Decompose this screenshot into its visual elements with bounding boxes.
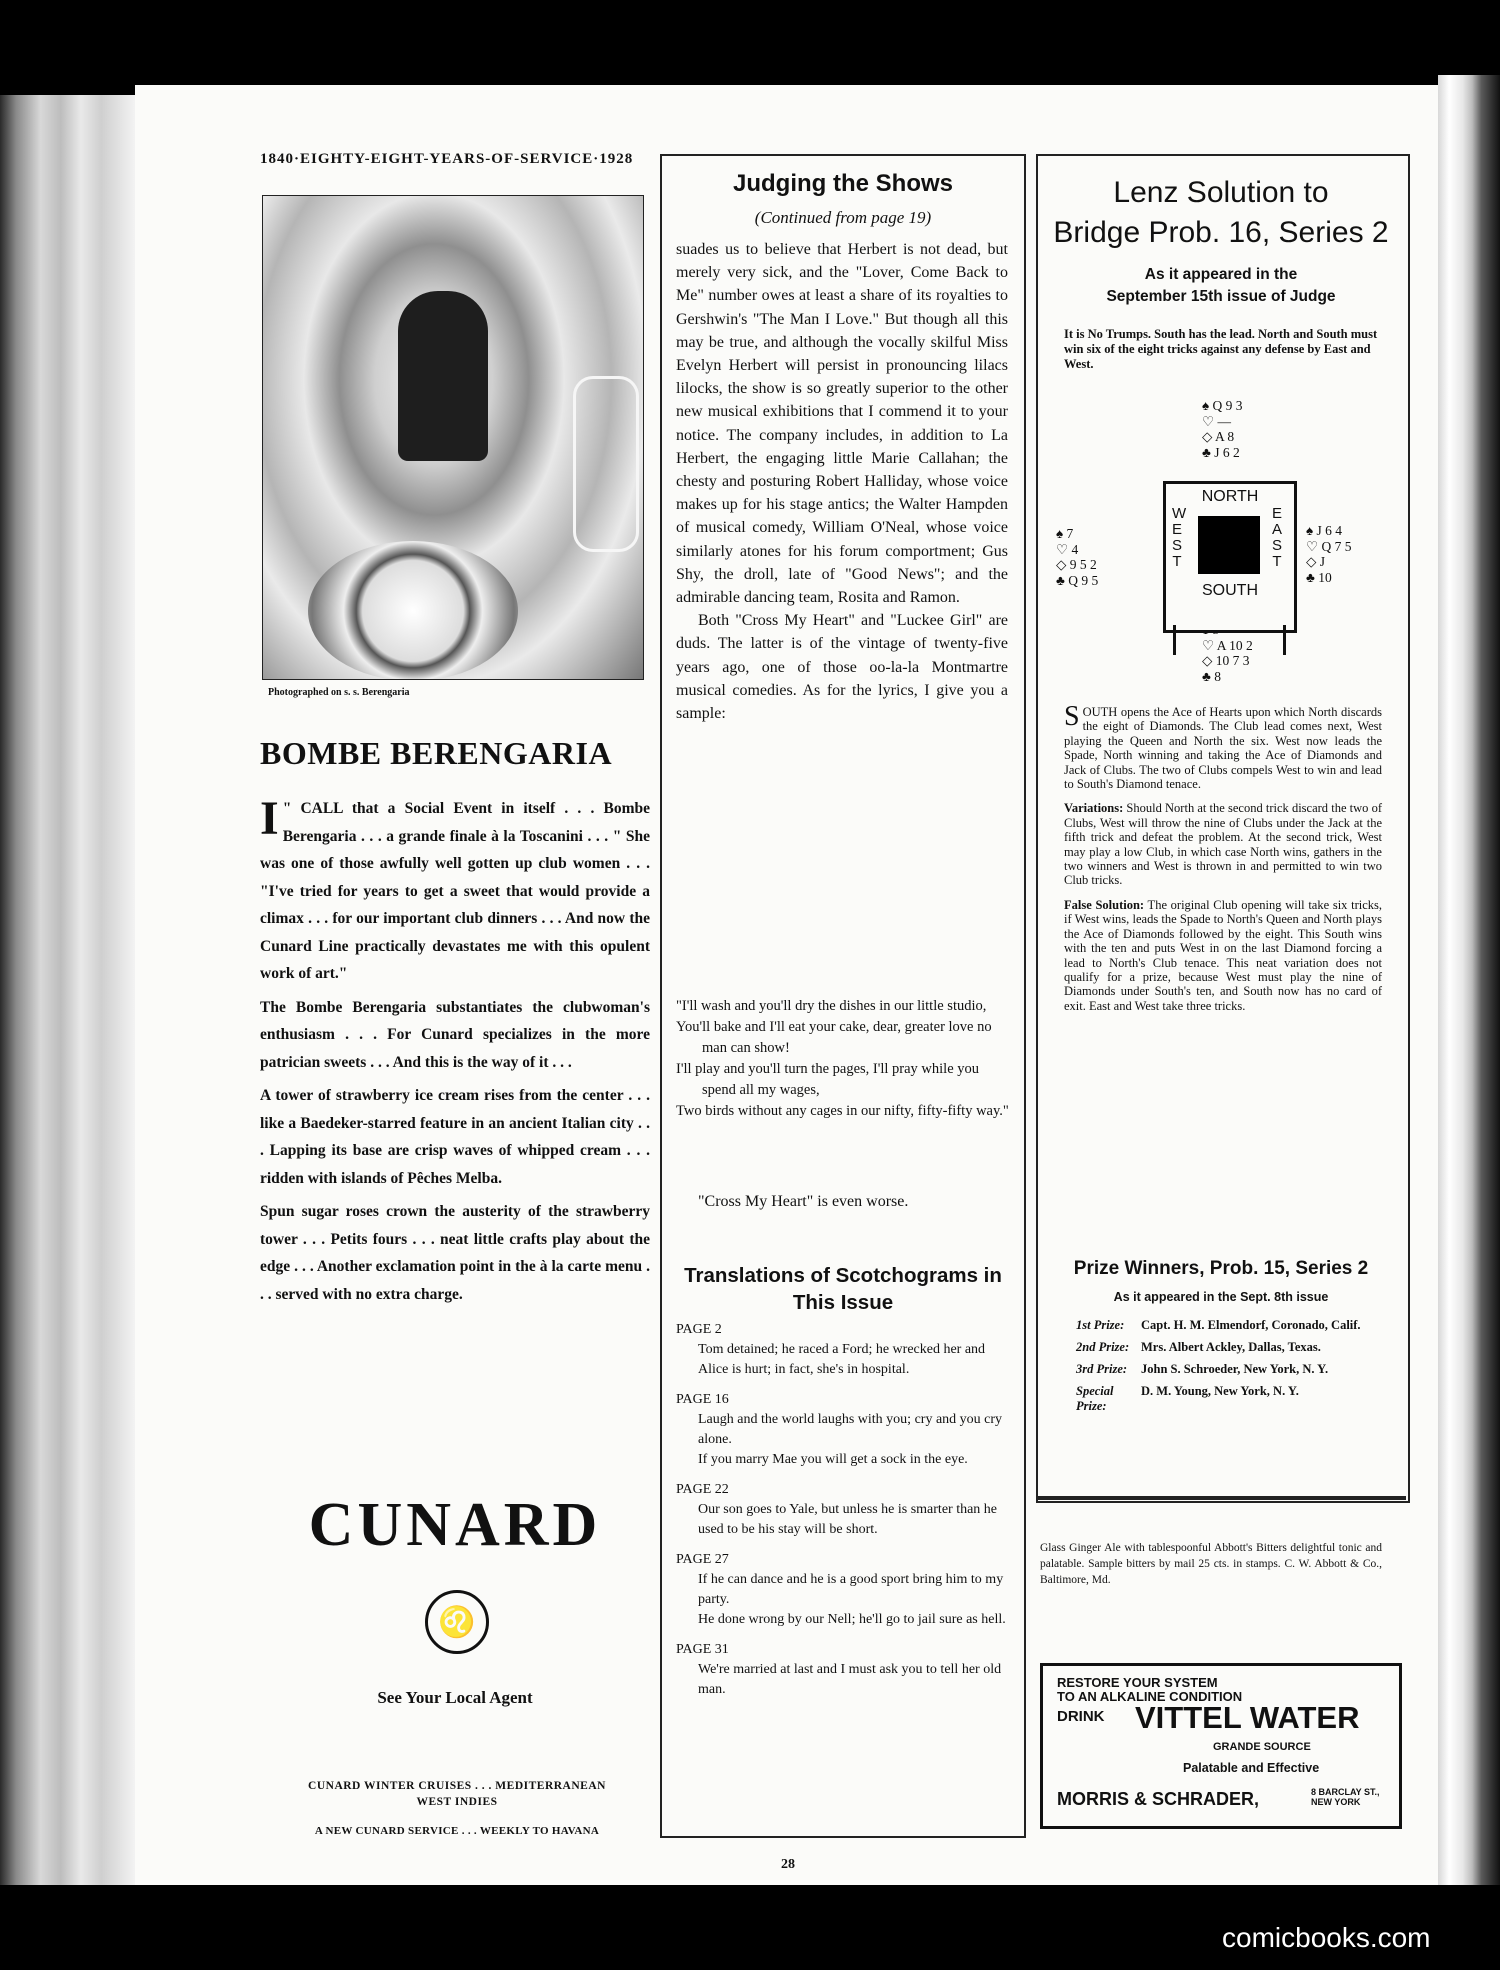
prize-row — [1076, 1384, 1386, 1414]
ad-paragraph-2: The Bombe Berengaria substantiates the clubwoman's enthusiasm . . . For Cunard specializes in the more patrician sweets . . . And this is the way of it . . . — [260, 998, 650, 1071]
translation-page: PAGE 22 — [676, 1482, 729, 1497]
east-hearts: ♡ Q 7 5 — [1306, 538, 1352, 554]
prize-winner: John S. Schroeder, New York, N. Y. — [1141, 1362, 1329, 1376]
false-solution-paragraph — [1064, 898, 1382, 1013]
photo-bombe — [398, 291, 488, 461]
east-spades: ♠ J 6 4 — [1306, 523, 1343, 538]
translation-page: PAGE 2 — [676, 1322, 722, 1337]
table-west-label — [1172, 506, 1186, 570]
lenz-title-line-1: Lenz Solution to — [1113, 176, 1329, 209]
west-diamonds: ◇ 9 5 2 — [1056, 557, 1097, 572]
judging-body — [676, 238, 1008, 725]
lyrics-verse — [676, 996, 1010, 1122]
verse-line: You'll bake and I'll eat your cake, dear, greater love no man can show! — [676, 1019, 992, 1056]
north-hand — [1202, 398, 1243, 460]
north-clubs: ♣ J 6 2 — [1202, 444, 1240, 460]
variations-body: Should North at the second trick discard the two of Clubs, West will throw the nine of Clubs under the Jack at the fifth trick and defeat the problem. At the second trick, West may play a low Club, in which case North wins, gathers in the two winners and West is thrown in and permitted to win two Club tricks. — [1064, 801, 1382, 888]
variations-label: Variations: — [1064, 801, 1124, 816]
vittel-grande-source: GRANDE SOURCE — [1213, 1741, 1311, 1753]
judging-subtitle: (Continued from page 19) — [754, 208, 932, 227]
ad-body — [260, 792, 650, 1314]
north-hearts: ♡ — — [1202, 413, 1231, 429]
lenz-intro: It is No Trumps. South has the lead. North and South must win six of the eight tricks against any defense by East and West. — [1064, 327, 1378, 371]
solution-paragraph — [1064, 701, 1382, 792]
translation-text: If he can dance and he is a good sport bring him to my party. — [698, 1572, 1004, 1607]
verse-line: Two birds without any cages in our nifty, fifty-fifty way." — [676, 1103, 1009, 1119]
translation-item — [676, 1480, 1010, 1540]
running-header: 1840·EIGHTY-EIGHT-YEARS-OF-SERVICE·1928 — [260, 151, 634, 167]
east-clubs: ♣ 10 — [1306, 569, 1332, 585]
south-hearts: ♡ A 10 2 — [1202, 637, 1253, 653]
north-diamonds: ◇ A 8 — [1202, 429, 1235, 444]
vittel-line-1: RESTORE YOUR SYSTEM — [1057, 1675, 1218, 1690]
cruises-line-2: WEST INDIES — [416, 1796, 498, 1808]
west-spades: ♠ 7 — [1056, 526, 1074, 541]
prize-row — [1076, 1318, 1386, 1333]
prize-row — [1076, 1340, 1386, 1355]
book-page-edges-right — [1438, 75, 1500, 1885]
prize-row — [1076, 1362, 1386, 1377]
site-watermark: comicbooks.com — [1222, 1922, 1431, 1953]
translation-page: PAGE 27 — [676, 1552, 729, 1567]
vittel-address-2: NEW YORK — [1311, 1797, 1361, 1807]
east-hand — [1306, 523, 1351, 585]
prize-label: Special Prize: — [1076, 1384, 1114, 1413]
lenz-solution-text — [1064, 701, 1382, 1023]
table-center — [1198, 516, 1260, 574]
prize-winner: D. M. Young, New York, N. Y. — [1141, 1384, 1299, 1398]
translation-text: Our son goes to Yale, but unless he is smarter than he used to be his stay will be short. — [698, 1502, 998, 1537]
verse-line: I'll play and you'll turn the pages, I'll pray while you spend all my wages, — [676, 1061, 980, 1098]
table-east-text: EAST — [1272, 505, 1283, 570]
column-rule — [1036, 1496, 1406, 1500]
cunard-logo-text: CUNARD — [308, 1491, 602, 1559]
translation-text: If you marry Mae you will get a sock in the eye. — [698, 1452, 968, 1467]
photo-caption: Photographed on s. s. Berengaria — [268, 687, 410, 698]
vittel-water-ad — [1040, 1663, 1402, 1829]
ad-paragraph-3: A tower of strawberry ice cream rises from the center . . . like a Baedeker-starred feature in an ancient Italian city . . . Lapping its base are crisp waves of whipped cream . . . ridden with islands of Pêches Melba. — [260, 1087, 650, 1187]
east-diamonds: ◇ J — [1306, 554, 1326, 569]
translation-text: We're married at last and I must ask you to tell her old man. — [698, 1662, 1002, 1697]
vittel-address — [1311, 1787, 1380, 1807]
bridge-table-diagram — [1163, 481, 1297, 633]
false-solution-label: False Solution: — [1064, 897, 1145, 912]
translation-item — [676, 1390, 1010, 1470]
table-north-label: NORTH — [1201, 488, 1259, 505]
ad-paragraph-1 — [260, 792, 650, 988]
prize-label: 3rd Prize: — [1076, 1362, 1128, 1376]
table-leg — [1283, 625, 1286, 655]
translation-text: Laugh and the world laughs with you; cry and you cry alone. — [698, 1412, 1003, 1447]
translation-page: PAGE 31 — [676, 1642, 729, 1657]
ad-paragraph-1-text: " CALL that a Social Event in itself . . . Bombe Berengaria . . . a grande finale à la Toscanini . . . " She was one of those awfully well gotten up club women . . . "I've tried for years to get a sweet that would provide a climax . . . for our important club dinners . . . And now the Cunard Line practically devastates me with this opulent work of art." — [260, 800, 650, 982]
south-diamonds: ◇ 10 7 3 — [1202, 653, 1250, 668]
judging-paragraph-1: suades us to believe that Herbert is not dead, but merely very sick, and the "Lover, Come Back to Me" number owes at least a share of its royalties to Gershwin's "The Man I Love." But though all this may be true, and although the vocally skilful Miss Evelyn Herbert will persist in pronouncing lilacs lilocks, the show is so greatly superior to the other new musical exhibitions that I commend it to your notice. The company includes, in addition to La Herbert, the engaging little Marie Callahan; the chesty and posturing Robert Halliday, whose voice makes up for his stage antics; the Walter Hampden of musical comedy, William O'Neal, whose voice similarly atones for his forum comportment; Gus Shy, the droll, late of "Good News"; and the admirable dancing team, Rosita and Ramon. — [676, 241, 1008, 607]
vittel-tagline: Palatable and Effective — [1183, 1761, 1320, 1775]
prize-subtitle: As it appeared in the Sept. 8th issue — [1113, 1290, 1329, 1304]
prize-list — [1076, 1318, 1386, 1421]
prize-label: 2nd Prize: — [1076, 1340, 1130, 1354]
vittel-line-2: TO AN ALKALINE CONDITION — [1057, 1689, 1243, 1704]
agent-line: See Your Local Agent — [377, 1688, 533, 1707]
prize-winner: Mrs. Albert Ackley, Dallas, Texas. — [1141, 1340, 1321, 1354]
lenz-subtitle-line-2: September 15th issue of Judge — [1106, 288, 1336, 305]
south-clubs: ♣ 8 — [1202, 668, 1221, 684]
cunard-lion-icon: ♌ — [425, 1590, 489, 1654]
prize-winner: Capt. H. M. Elmendorf, Coronado, Calif. — [1141, 1318, 1361, 1332]
lenz-subtitle-line-1: As it appeared in the — [1144, 266, 1298, 283]
translation-item — [676, 1640, 1010, 1700]
table-leg — [1173, 625, 1176, 655]
translation-item — [676, 1320, 1010, 1380]
judging-closing: "Cross My Heart" is even worse. — [698, 1193, 909, 1210]
lenz-subtitle — [1040, 264, 1402, 308]
photo-plate — [308, 541, 518, 680]
vittel-address-1: 8 BARCLAY ST., — [1311, 1787, 1380, 1797]
translation-item — [676, 1550, 1010, 1630]
judging-title: Judging the Shows — [733, 170, 953, 197]
dessert-photo — [262, 195, 644, 680]
translations-title: Translations of Scotchograms in This Issue — [684, 1264, 1002, 1314]
cruises-line-1: CUNARD WINTER CRUISES . . . MEDITERRANEAN — [308, 1780, 606, 1792]
table-east-label — [1272, 506, 1286, 570]
new-service-line: A NEW CUNARD SERVICE . . . WEEKLY TO HAVANA — [314, 1825, 600, 1837]
west-hearts: ♡ 4 — [1056, 541, 1079, 557]
translations-list — [676, 1320, 1010, 1700]
translation-text: He done wrong by our Nell; he'll go to jail sure as hell. — [698, 1612, 1006, 1627]
book-page-edges-left — [0, 95, 135, 1885]
west-hand — [1056, 526, 1098, 588]
solution-cap: S — [1064, 701, 1080, 732]
solution-body: OUTH opens the Ace of Hearts upon which North discards the eight of Diamonds. The Club lead comes next, West playing the Queen and North the six. West now leads the Spade, North winning and taking the Ace of Diamonds and Jack of Clubs. The two of Clubs compels West to win and lead to South's Diamond tenace. — [1064, 705, 1382, 792]
lenz-title-line-2: Bridge Prob. 16, Series 2 — [1053, 216, 1389, 249]
table-south-label: SOUTH — [1202, 582, 1258, 599]
ad-headline: BOMBE BERENGARIA — [260, 735, 613, 771]
prize-label: 1st Prize: — [1076, 1318, 1125, 1332]
west-clubs: ♣ Q 9 5 — [1056, 572, 1099, 588]
false-solution-body: The original Club opening will take six tricks, if West wins, leads the Spade to North's Queen and North plays the Ace of Diamonds followed by the eight. This South wins with the ten and puts West in on the last Diamond forcing a lead to North's Club tenace. This neat variation does not qualify for a prize, because West must play the nine of Diamonds under South's ten, and South now has no card of exit. East and West take three tricks. — [1064, 897, 1382, 1013]
vittel-brand: VITTEL WATER — [1135, 1700, 1360, 1735]
vittel-drink: DRINK — [1057, 1708, 1105, 1725]
judging-paragraph-2: Both "Cross My Heart" and "Luckee Girl" are duds. The latter is of the vintage of twenty-five years ago, one of those oo-la-la Montmartre musical comedies. As for the lyrics, I give you a sample: — [676, 612, 1008, 723]
north-spades: ♠ Q 9 3 — [1202, 398, 1243, 413]
photo-glass — [573, 376, 639, 552]
ad-paragraph-4: Spun sugar roses crown the austerity of the strawberry tower . . . Petits fours . . . neat little crafts play about the edge . . . Another exclamation point in the à la carte menu . . . served with no extra charge. — [260, 1203, 650, 1303]
drop-cap: I — [260, 792, 279, 845]
cruises-line — [262, 1778, 652, 1810]
variations-paragraph — [1064, 801, 1382, 887]
table-west-text: WEST — [1172, 505, 1187, 570]
page-number: 28 — [781, 1857, 795, 1872]
verse-line: "I'll wash and you'll dry the dishes in our little studio, — [676, 998, 987, 1014]
prize-title: Prize Winners, Prob. 15, Series 2 — [1073, 1258, 1369, 1279]
lenz-title — [1040, 173, 1402, 253]
vittel-company: MORRIS & SCHRADER, — [1057, 1789, 1260, 1809]
translation-text: Tom detained; he raced a Ford; he wrecked her and Alice is hurt; in fact, she's in hospital. — [698, 1342, 986, 1377]
abbotts-bitters-ad: Glass Ginger Ale with tablespoonful Abbott's Bitters delightful tonic and palatable. Sample bitters by mail 25 cts. in stamps. C. W. Abbott & Co., Baltimore, Md. — [1040, 1542, 1382, 1586]
translation-page: PAGE 16 — [676, 1392, 729, 1407]
